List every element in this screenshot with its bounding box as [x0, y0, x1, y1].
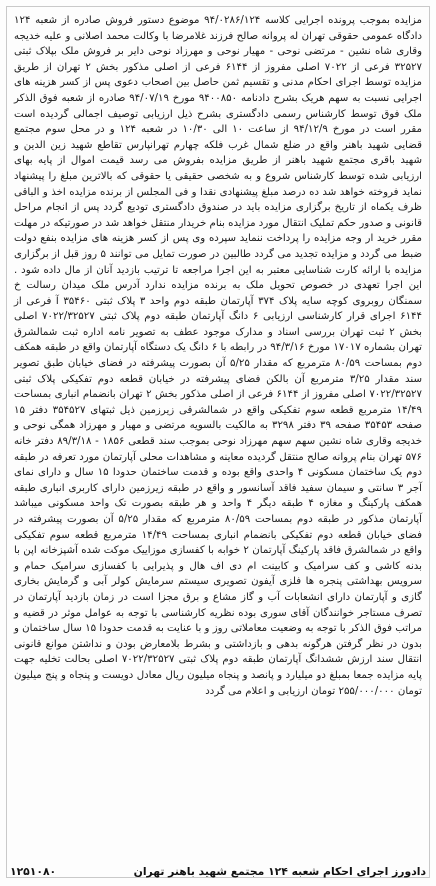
- auction-notice: [6, 6, 430, 878]
- notice-code: ۱۲۵۱۰۸۰: [10, 865, 57, 878]
- notice-footer: [10, 865, 426, 878]
- notice-body-text: مزایده بموجب پرونده اجرایی کلاسه ۹۴/۰۲۸۶/۱۲۴ موضوع دستور فروش صادره از شعبه ۱۲۴ دادگاه عمومی حقوقی تهران له پروانه صالح فرزند غلامرضا با وکالت محمد اصلانی و علیه خدیجه وقاری شاه نشین - مرتضی نوحی - مهیار نوحی و مهرزاد نوحی دایر بر فروش ملک بپلاک ثبتی ۳۲۵۲۷ فرعی از ۷۰۲۲ اصلی مفروز از ۶۱۴۴ فرعی از اصلی مذکور بخش ۲ تهران از طریق مزایده توسط اجرای احکام مدنی و تقسیم ثمن حاصل بین اصحاب دعوی پس از کسر هزینه های اجرایی نسبت به سهم هریک بشرح دادنامه ۹۴۰۰۸۵۰ مورخ ۹۴/۰۷/۱۹ صادره از شعبه فوق الذکر ملک فوق توسط کارشناس رسمی دادگستری بشرح ذیل ارزیابی توصیف اجمالی گردیده است مقرر است در مورخ ۹۴/۱۲/۹ از ساعت ۱۰ الی ۱۰/۳۰ در شعبه ۱۲۴ و در محل سوم مجتمع قضایی شهید باهنر واقع در ضلع شمال غرب فلکه چهارم تهرانپارس تقاطع شهید زین الدین و شهید باقری مجتمع شهید باهنر از طریق مزایده بفروش می رسد قیمت اموال از پایه بهای ارزیابی شده توسط کارشناس شروع و به شخصی حقیقی یا حقوقی که بالاترین مبلغ را پیشنهاد نماید فروخته خواهد شد ده درصد مبلغ پیشنهادی نقدا و فی المجلس از برنده مزایده اخذ و الباقی ظرف یکماه از تاریخ برگزاری مزایده باید در صندوق دادگستری تودیع گردد پس از انجام مراحل قانونی و صدور حکم تملیک انتقال مورد مزایده بنام خریدار منتقل خواهد شد در صورتیکه در مهلت مقرر خرید ار وجه مزایده را پرداخت ننماید سپرده وی پس از کسر هزینه های مزایده بنفع دولت ضبط می گردد و مزایده تجدید می گردد طالبین در صورت تمایل می توانند ۵ روز قبل از برگزاری مزایده با ارائه کارت شناسایی معتبر به این اجرا مراجعه تا ترتیب بازدید آنان از مال داده شود . این اجرا تعهدی در خصوص تحویل ملک به برنده مزایده ندارد آدرس ملک میدان رسالت خ سمنگان روبروی کوچه سایه پلاک ۳۷۴ آپارتمان طبقه دوم واحد ۳ پلاک ثبتی ۳۵۴۶۰ آ فرعی از ۶۱۴۴ اجرای قرار کارشناسی ارزیابی ۶ دانگ آپارتمان طبقه دوم پلاک ثبتی ۷۰۲۲/۳۲۵۲۷ اصلی بخش ۲ ثبت تهران بررسی اسناد و مدارک موجود عطف به تصویر نامه اداره ثبت شمالشرق تهران بشماره ۱۷۰۱۷ مورخ ۹۴/۳/۱۶ در رابطه با ۶ دانگ یک دستگاه آپارتمان واقع در طبقه همکف دوم بمساحت ۸۰/۵۹ مترمربع که مقدار ۵/۲۵ آن بصورت پیشرفته در فضای خیابان طبق تصویر سند مقدار ۳/۲۵ مترمربع آن بالکن فضای پیشرفته در خیابان قطعه دوم تفکیکی پلاک ثبتی ۷۰۲۲/۳۲۵۲۷ اصلی مفروز از ۶۱۴۴ فرعی از اصلی مذکور بخش ۲ تهران بانضمام انباری بمساحت ۱۴/۴۹ مترمربع قطعه سوم تفکیکی واقع در شمالشرقی زیرزمین ذیل ثبتهای ۳۵۴۵۲۷ دفتر ۱۵ صفحه ۳۵۴۵۳ صفحه ۳۹ دفتر ۳۲۹۸ به مالکیت بالسویه مرتضی و مهیار و مهرزاد همگی نوحی و خدیجه وقاری شاه نشین سهم سهم مهرزاد نوحی بموجب سند قطعی ۱۸۵۶ - ۸۹/۳/۱۸ دفتر خانه ۵۷۶ تهران بنام پروانه صالح منتقل گردیده معاینه و مشاهدات محلی آپارتمان مورد تعرفه در طبقه دوم یک ساختمان مسکونی ۴ واحدی واقع بوده و قدمت ساختمان حدودا ۱۵ سال و دارای نمای آجر ۳ سانتی و سیمان سفید فاقد آسانسور و واقع در طبقه زیرزمین دارای کاربری انباری طبقه همکف پارکینگ و مغازه ۴ طبقه دیگر ۴ واحد و هر طبقه بصورت تک واحد مسکونی میباشد آپارتمان مذکور در طبقه دوم بمساحت ۸۰/۵۹ مترمربع که مقدار ۵/۲۵ آن بصورت پیشرفته در فضای خیابان قطعه دوم تفکیکی بانضمام انباری بمساحت ۱۴/۴۹ مترمربع قطعه سوم تفکیکی واقع در شمالشرق فاقد پارکینگ آپارتمان ۲ خوابه با کفسازی موزاییک موکت شده آشپزخانه اپن با بدنه کاشی و کف سرامیک و کابینت ام دی اف هال و پذیرایی با کفسازی سرامیک حمام و سرویس بهداشتی پنجره ها فلزی آیفون تصویری سیستم سرمایش کولر آبی و گرمایش بخاری گازی و آپارتمان دارای انشعابات آب و گاز مشاع و برق مجزا است در زمان بازدید آپارتمان در تصرف مستاجر خوانندگان آقای سوری بوده نظریه کارشناسی با توجه به عوامل موثر در قضیه و مراتب فوق الذکر با توجه به وضعیت معاملاتی روز و با عنایت به قدمت حدودا ۱۵ سال ساختمان و بدون در نظر گرفتن هرگونه بدهی و بازداشتی و بشرط بلامعارض بودن و نداشتن موانع قانونی انتقال سند ارزش ششدانگ آپارتمان طبقه دوم پلاک ثبتی ۷۰۲۲/۳۲۵۲۷ اصلی بحالت تخلیه جهت پایه مزایده جمعا بمبلغ دو میلیارد و پانصد و پنجاه میلیون ریال معادل دویست و پنجاه و پنج میلیون تومان ۲۵۵/۰۰۰/۰۰۰ تومان ارزیابی و اعلام می گردد: [14, 15, 423, 697]
- notice-signature: دادورز اجرای احکام شعبه ۱۲۴ مجتمع شهید باهنر تهران: [133, 865, 426, 878]
